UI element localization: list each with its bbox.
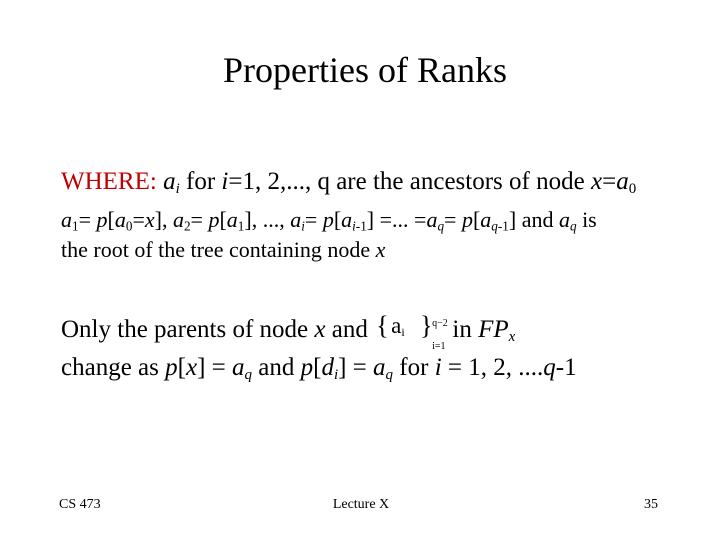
where-label: WHERE: <box>61 168 157 195</box>
root-definition-line: the root of the tree containing node x <box>61 237 386 262</box>
slide-title: Properties of Ranks <box>223 50 507 90</box>
ancestor-definition-line: $a_1= p[a_0=x]$, $a_2= p[a_1]$, ..., $a_i= p[a_{i-1}]$ =... $=a_q= p[a_{q-1}]$ and $a_q$ is <box>61 207 597 234</box>
footer-page-number: 35 <box>644 497 658 512</box>
footer-course: CS 473 <box>59 497 101 512</box>
footer-lecture: Lecture X <box>332 497 390 512</box>
parents-change-line: Only the parents of node x and { ai } q−2 i=1 in $FP_x$ <box>61 311 516 352</box>
ancestor-set-expression: { ai } q−2 i=1 <box>376 311 448 352</box>
path-compression-line: change as $p[x] = a_q$ and $p[d_i] = a_q$ for i = 1, 2, ....q-1 <box>61 354 577 384</box>
where-line: WHERE: $a_i$ for i=1, 2,..., q are the ancestors of node $x=a_0$ <box>61 168 637 198</box>
